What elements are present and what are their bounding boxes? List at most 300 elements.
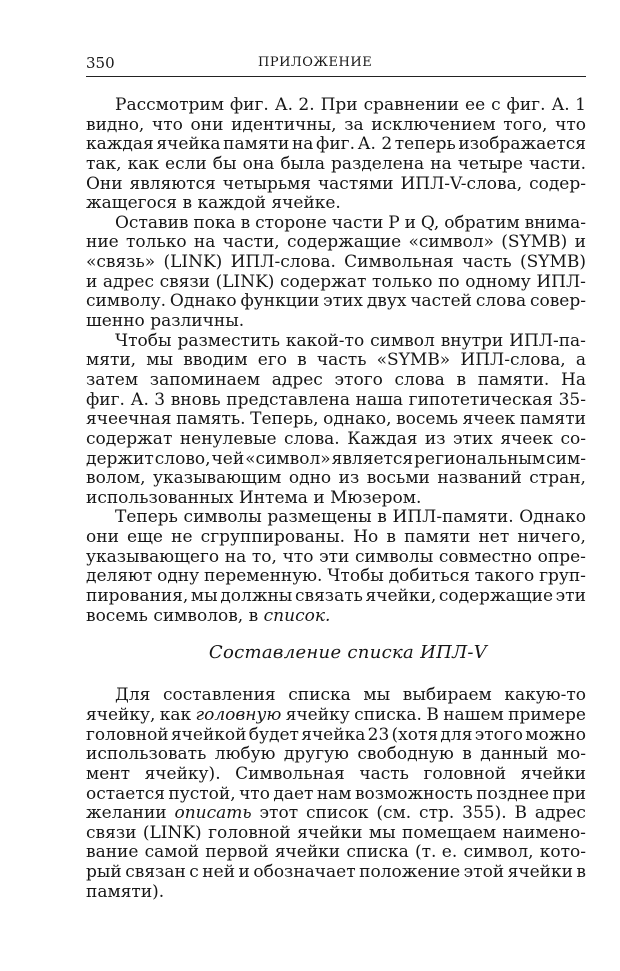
word: положение	[359, 862, 461, 883]
word: ячейка	[156, 134, 221, 155]
word: что	[555, 114, 586, 135]
word: памяти	[223, 134, 290, 155]
word: она	[242, 153, 275, 174]
word: Рассмотрим	[115, 95, 224, 115]
word: примере	[508, 704, 586, 725]
word: рый	[86, 862, 122, 883]
word: возможность	[354, 783, 473, 804]
word: стр.	[419, 803, 455, 824]
word: как	[127, 153, 159, 174]
word: добиться	[388, 566, 470, 587]
word: какой-то	[285, 330, 365, 351]
word: символы	[355, 546, 434, 567]
page-body	[86, 96, 586, 902]
text-line	[86, 508, 586, 528]
word: Чтобы	[115, 330, 172, 351]
word: этой	[463, 862, 505, 883]
word: того,	[503, 114, 548, 135]
text-line	[86, 96, 586, 116]
word: изображается	[458, 134, 586, 155]
word: совер-	[529, 291, 586, 312]
word: ИПЛ-	[536, 271, 586, 292]
word: а	[575, 350, 586, 371]
word: Оставив	[115, 212, 189, 233]
text-line	[86, 528, 586, 548]
text-line	[86, 175, 586, 195]
word: Теперь	[115, 507, 178, 528]
text-line	[86, 292, 586, 312]
word: что	[282, 546, 314, 567]
text-line	[86, 489, 586, 509]
word: восемь	[86, 605, 148, 626]
word: ячейки	[297, 822, 363, 843]
word: При	[320, 95, 358, 115]
text-line	[86, 430, 586, 450]
text-line	[86, 745, 586, 765]
word: сгруппированы.	[200, 527, 346, 548]
word: часть	[462, 252, 512, 273]
text-line	[86, 706, 586, 726]
text-line	[86, 371, 586, 391]
word: на	[224, 546, 247, 567]
page-number: 350	[86, 54, 115, 72]
word: пирования,	[86, 586, 189, 607]
word: Чтобы	[327, 566, 384, 587]
word: список	[305, 803, 369, 824]
word: видно,	[86, 114, 145, 135]
word: опре-	[537, 546, 586, 567]
word: этого	[474, 724, 524, 745]
word: в	[297, 350, 307, 371]
word: P	[388, 212, 400, 233]
word: часть	[316, 350, 367, 371]
word: символ	[370, 330, 435, 351]
word: (см.	[376, 803, 412, 824]
word: ячеек	[500, 428, 554, 449]
word: Символьная	[344, 252, 454, 273]
word: Однако	[169, 291, 237, 312]
word: первой	[205, 842, 269, 863]
word: мы	[190, 586, 218, 607]
text-line	[86, 824, 586, 844]
word: части	[331, 212, 384, 233]
word: слово,	[154, 448, 211, 469]
word: символу.	[86, 291, 167, 312]
word: связать	[294, 586, 363, 607]
word: памяти	[519, 409, 586, 430]
word: На	[561, 369, 586, 390]
word: стран,	[529, 468, 586, 489]
word: в	[248, 605, 259, 626]
word: ИПЛ-слова,	[460, 350, 566, 371]
word: сим-	[546, 448, 586, 469]
word: однако,	[323, 409, 392, 430]
word: ячейки	[520, 763, 586, 784]
word: А. 3	[130, 389, 166, 410]
word: частей	[410, 291, 473, 312]
word: внутри	[440, 330, 504, 351]
word: нет	[478, 527, 510, 548]
word: обозначает	[253, 862, 356, 883]
word: (хотя	[391, 724, 439, 745]
text-line	[86, 155, 586, 175]
word: какую-то	[504, 685, 586, 706]
text-line	[86, 233, 586, 253]
word: данный	[480, 744, 549, 765]
word: слова	[394, 369, 445, 390]
word: и	[404, 212, 416, 233]
word: стороне	[255, 212, 327, 233]
section-title: Составление списка ИПЛ-V	[208, 642, 488, 664]
word: затем	[86, 369, 139, 390]
word: ячейки,	[365, 586, 437, 607]
word: свободную	[357, 744, 454, 765]
word: символов,	[153, 605, 244, 626]
word: двух	[366, 291, 407, 312]
word: мент	[86, 763, 131, 784]
word: ние	[86, 232, 119, 253]
word: представлена	[226, 389, 350, 410]
word: переменную.	[203, 566, 323, 587]
word: головной	[208, 822, 291, 843]
text-line	[86, 116, 586, 136]
paragraph	[86, 508, 586, 626]
paragraph	[86, 214, 586, 332]
word: должны	[220, 586, 293, 607]
word: использовать	[86, 744, 207, 765]
word: мы	[146, 350, 174, 371]
word: адрес	[534, 803, 586, 824]
text-line	[86, 686, 586, 706]
word: названий	[437, 468, 522, 489]
word: они	[190, 114, 224, 135]
word: так,	[86, 153, 122, 174]
word: символы	[183, 507, 262, 528]
word: на	[193, 232, 216, 253]
word: головную	[195, 704, 282, 725]
word: со-	[560, 428, 586, 449]
word: ней	[202, 862, 236, 883]
word: пока	[193, 212, 236, 233]
word: 23	[367, 724, 390, 745]
word: мы	[368, 822, 396, 843]
word: «символ»	[408, 232, 494, 253]
text-line	[86, 863, 586, 883]
word: Символьная	[235, 763, 345, 784]
word: память.	[176, 409, 246, 430]
word: его	[257, 350, 287, 371]
text-line	[86, 765, 586, 785]
header-rule	[86, 76, 586, 77]
word: содержащие	[438, 586, 554, 607]
word: эти	[555, 586, 586, 607]
word: 35-	[558, 389, 586, 410]
text-line	[86, 351, 586, 371]
word: при	[552, 783, 586, 804]
word: разместить	[177, 330, 280, 351]
word: и	[574, 232, 586, 253]
word: часть	[359, 763, 409, 784]
word: груп-	[539, 566, 586, 587]
word: и	[238, 862, 250, 883]
word: будет	[248, 724, 299, 745]
word: восемь	[396, 409, 458, 430]
word: фиг.	[86, 389, 125, 410]
page-header	[86, 54, 586, 76]
word: по	[438, 271, 460, 292]
word: части.	[528, 153, 586, 174]
word: составления	[163, 685, 276, 706]
word: (LINK)	[142, 822, 202, 843]
word: связан	[125, 862, 186, 883]
word: списка.	[354, 704, 422, 725]
word: держит	[86, 448, 154, 469]
word: шенно	[86, 311, 145, 332]
word: головной	[423, 763, 507, 784]
word: идентичны,	[231, 114, 337, 135]
text-line	[86, 391, 586, 411]
word: в	[377, 507, 387, 528]
word: сравнении	[363, 95, 460, 115]
word: кото-	[539, 842, 586, 863]
word: размещены	[267, 507, 372, 528]
word: одно	[288, 468, 332, 489]
word: В	[426, 704, 439, 725]
word: из	[338, 468, 360, 489]
word: ИПЛ-па-	[509, 330, 586, 351]
word: не	[171, 527, 193, 548]
text-line	[86, 587, 586, 607]
word: Интема	[238, 487, 308, 508]
word: Они	[86, 173, 123, 194]
paragraph	[86, 332, 586, 509]
word: адрес	[102, 271, 154, 292]
word: слова.	[284, 428, 340, 449]
word: мяти,	[86, 350, 137, 371]
word: А. 1	[551, 95, 586, 115]
word: памяти.	[477, 369, 550, 390]
word: список.	[263, 605, 331, 626]
text-line	[86, 726, 586, 746]
word: фиг.	[506, 95, 546, 115]
text-line	[86, 883, 586, 903]
word: обратим	[444, 212, 520, 233]
text-line	[86, 273, 586, 293]
word: списка	[346, 842, 409, 863]
word: содержат	[280, 271, 367, 292]
word: Q,	[420, 212, 440, 233]
word: является	[331, 448, 414, 469]
word: слова	[475, 291, 527, 312]
word: «символ»	[245, 448, 331, 469]
word: ИПЛ-памяти.	[392, 507, 514, 528]
word: списка	[288, 685, 351, 706]
word: бы	[212, 153, 237, 174]
word: в	[576, 862, 586, 883]
paragraph	[86, 96, 586, 214]
word: такого	[474, 566, 535, 587]
word: (LINK)	[163, 252, 223, 273]
word: что	[152, 114, 183, 135]
word: символ,	[463, 842, 534, 863]
word: связи	[86, 822, 137, 843]
text-line	[86, 450, 586, 470]
word: любую	[214, 744, 276, 765]
word: восьми	[366, 468, 430, 489]
word: ненулевые	[179, 428, 277, 449]
text-line	[86, 312, 586, 332]
word: совместно	[438, 546, 533, 567]
word: ячейки	[274, 842, 341, 863]
word: (т. е.	[414, 842, 458, 863]
word: деляют	[86, 566, 153, 587]
word: мы	[363, 685, 391, 706]
word: ячейку	[285, 704, 350, 725]
word: то,	[251, 546, 277, 567]
word: была	[280, 153, 326, 174]
word: ячеек	[462, 409, 516, 430]
word: ячейка	[301, 724, 366, 745]
text-line	[86, 785, 586, 805]
word: позднее	[476, 783, 550, 804]
word: А. 2	[357, 134, 393, 155]
word: описать	[174, 803, 252, 824]
word: каждая	[86, 134, 154, 155]
word: вание	[86, 842, 139, 863]
word: гипотетическая	[408, 389, 553, 410]
word: ячейку).	[144, 763, 221, 784]
word: Однако	[519, 507, 586, 528]
word: Мюзером.	[330, 487, 422, 508]
word: одну	[157, 566, 200, 587]
word: 355).	[462, 803, 507, 824]
word: только	[126, 232, 187, 253]
word: дает	[273, 783, 314, 804]
running-head: ПРИЛОЖЕНИЕ	[258, 55, 373, 70]
word: использованных	[86, 487, 234, 508]
word: самой	[144, 842, 200, 863]
word: различны.	[150, 311, 245, 332]
word: и	[313, 487, 325, 508]
word: на	[291, 134, 314, 155]
word: в	[240, 212, 251, 233]
word: вводим	[183, 350, 248, 371]
word: «связь»	[86, 252, 156, 273]
paragraph	[86, 686, 586, 902]
word: из	[424, 428, 446, 449]
word: в	[182, 193, 193, 214]
word: можно	[525, 724, 586, 745]
word: ИПЛ-слова.	[230, 252, 336, 273]
word: ячейке.	[271, 193, 341, 214]
word: наша	[355, 389, 404, 410]
word: Для	[115, 685, 151, 706]
word: в	[456, 369, 467, 390]
word: А. 2.	[274, 95, 315, 115]
text-line	[86, 214, 586, 234]
word: связи	[159, 271, 210, 292]
word: в	[386, 527, 396, 548]
word: памяти	[404, 527, 471, 548]
word: мо-	[556, 744, 586, 765]
word: для	[440, 724, 473, 745]
word: ячейки	[507, 862, 573, 883]
text-line	[86, 469, 586, 489]
word: головной	[86, 724, 169, 745]
word: эти	[319, 546, 350, 567]
word: Каждая	[347, 428, 418, 449]
word: внима-	[524, 212, 586, 233]
word: Теперь,	[250, 409, 319, 430]
word: (SYMB)	[519, 252, 586, 273]
word: еще	[127, 527, 163, 548]
word: другую	[283, 744, 349, 765]
text-line	[86, 410, 586, 430]
text-line	[86, 135, 586, 155]
word: этих	[453, 428, 493, 449]
word: ячейкой	[170, 724, 247, 745]
word: и	[86, 271, 98, 292]
word: как	[159, 704, 192, 725]
text-line	[86, 253, 586, 273]
word: фиг.	[229, 95, 269, 115]
word: если	[165, 153, 207, 174]
text-line	[86, 567, 586, 587]
word: содержащие	[287, 232, 402, 253]
word: помещаем	[402, 822, 497, 843]
word: волом,	[86, 468, 146, 489]
word: указывающего	[86, 546, 220, 567]
word: выбираем	[402, 685, 492, 706]
word: четыре	[457, 153, 523, 174]
word: исключением	[371, 114, 496, 135]
word: они	[86, 527, 119, 548]
word: только	[371, 271, 433, 292]
word: этого	[334, 369, 383, 390]
word: пустой,	[168, 783, 236, 804]
text-line	[86, 548, 586, 568]
word: частями	[317, 173, 394, 194]
word: «SYMB»	[376, 350, 451, 371]
word: запоминаем	[149, 369, 261, 390]
word: желании	[86, 803, 167, 824]
word: с	[189, 862, 199, 883]
text-line	[86, 332, 586, 352]
word: памяти).	[86, 881, 165, 902]
word: указывающим	[152, 468, 282, 489]
word: за	[344, 114, 364, 135]
word: этот	[259, 803, 299, 824]
word: содержат	[86, 428, 173, 449]
word: (LINK)	[215, 271, 275, 292]
word: разделена	[331, 153, 425, 174]
text-line	[86, 607, 586, 627]
word: каждой	[197, 193, 266, 214]
word: теперь	[394, 134, 456, 155]
word: что	[239, 783, 270, 804]
text-line	[86, 843, 586, 863]
word: части,	[222, 232, 280, 253]
word: ее	[465, 95, 486, 115]
word: вновь	[170, 389, 221, 410]
word: этих	[323, 291, 364, 312]
word: ячейку,	[86, 704, 156, 725]
word: с	[491, 95, 501, 115]
text-line	[86, 194, 586, 214]
word: ячеечная	[86, 409, 172, 430]
word: остается	[86, 783, 166, 804]
word: в	[462, 744, 472, 765]
